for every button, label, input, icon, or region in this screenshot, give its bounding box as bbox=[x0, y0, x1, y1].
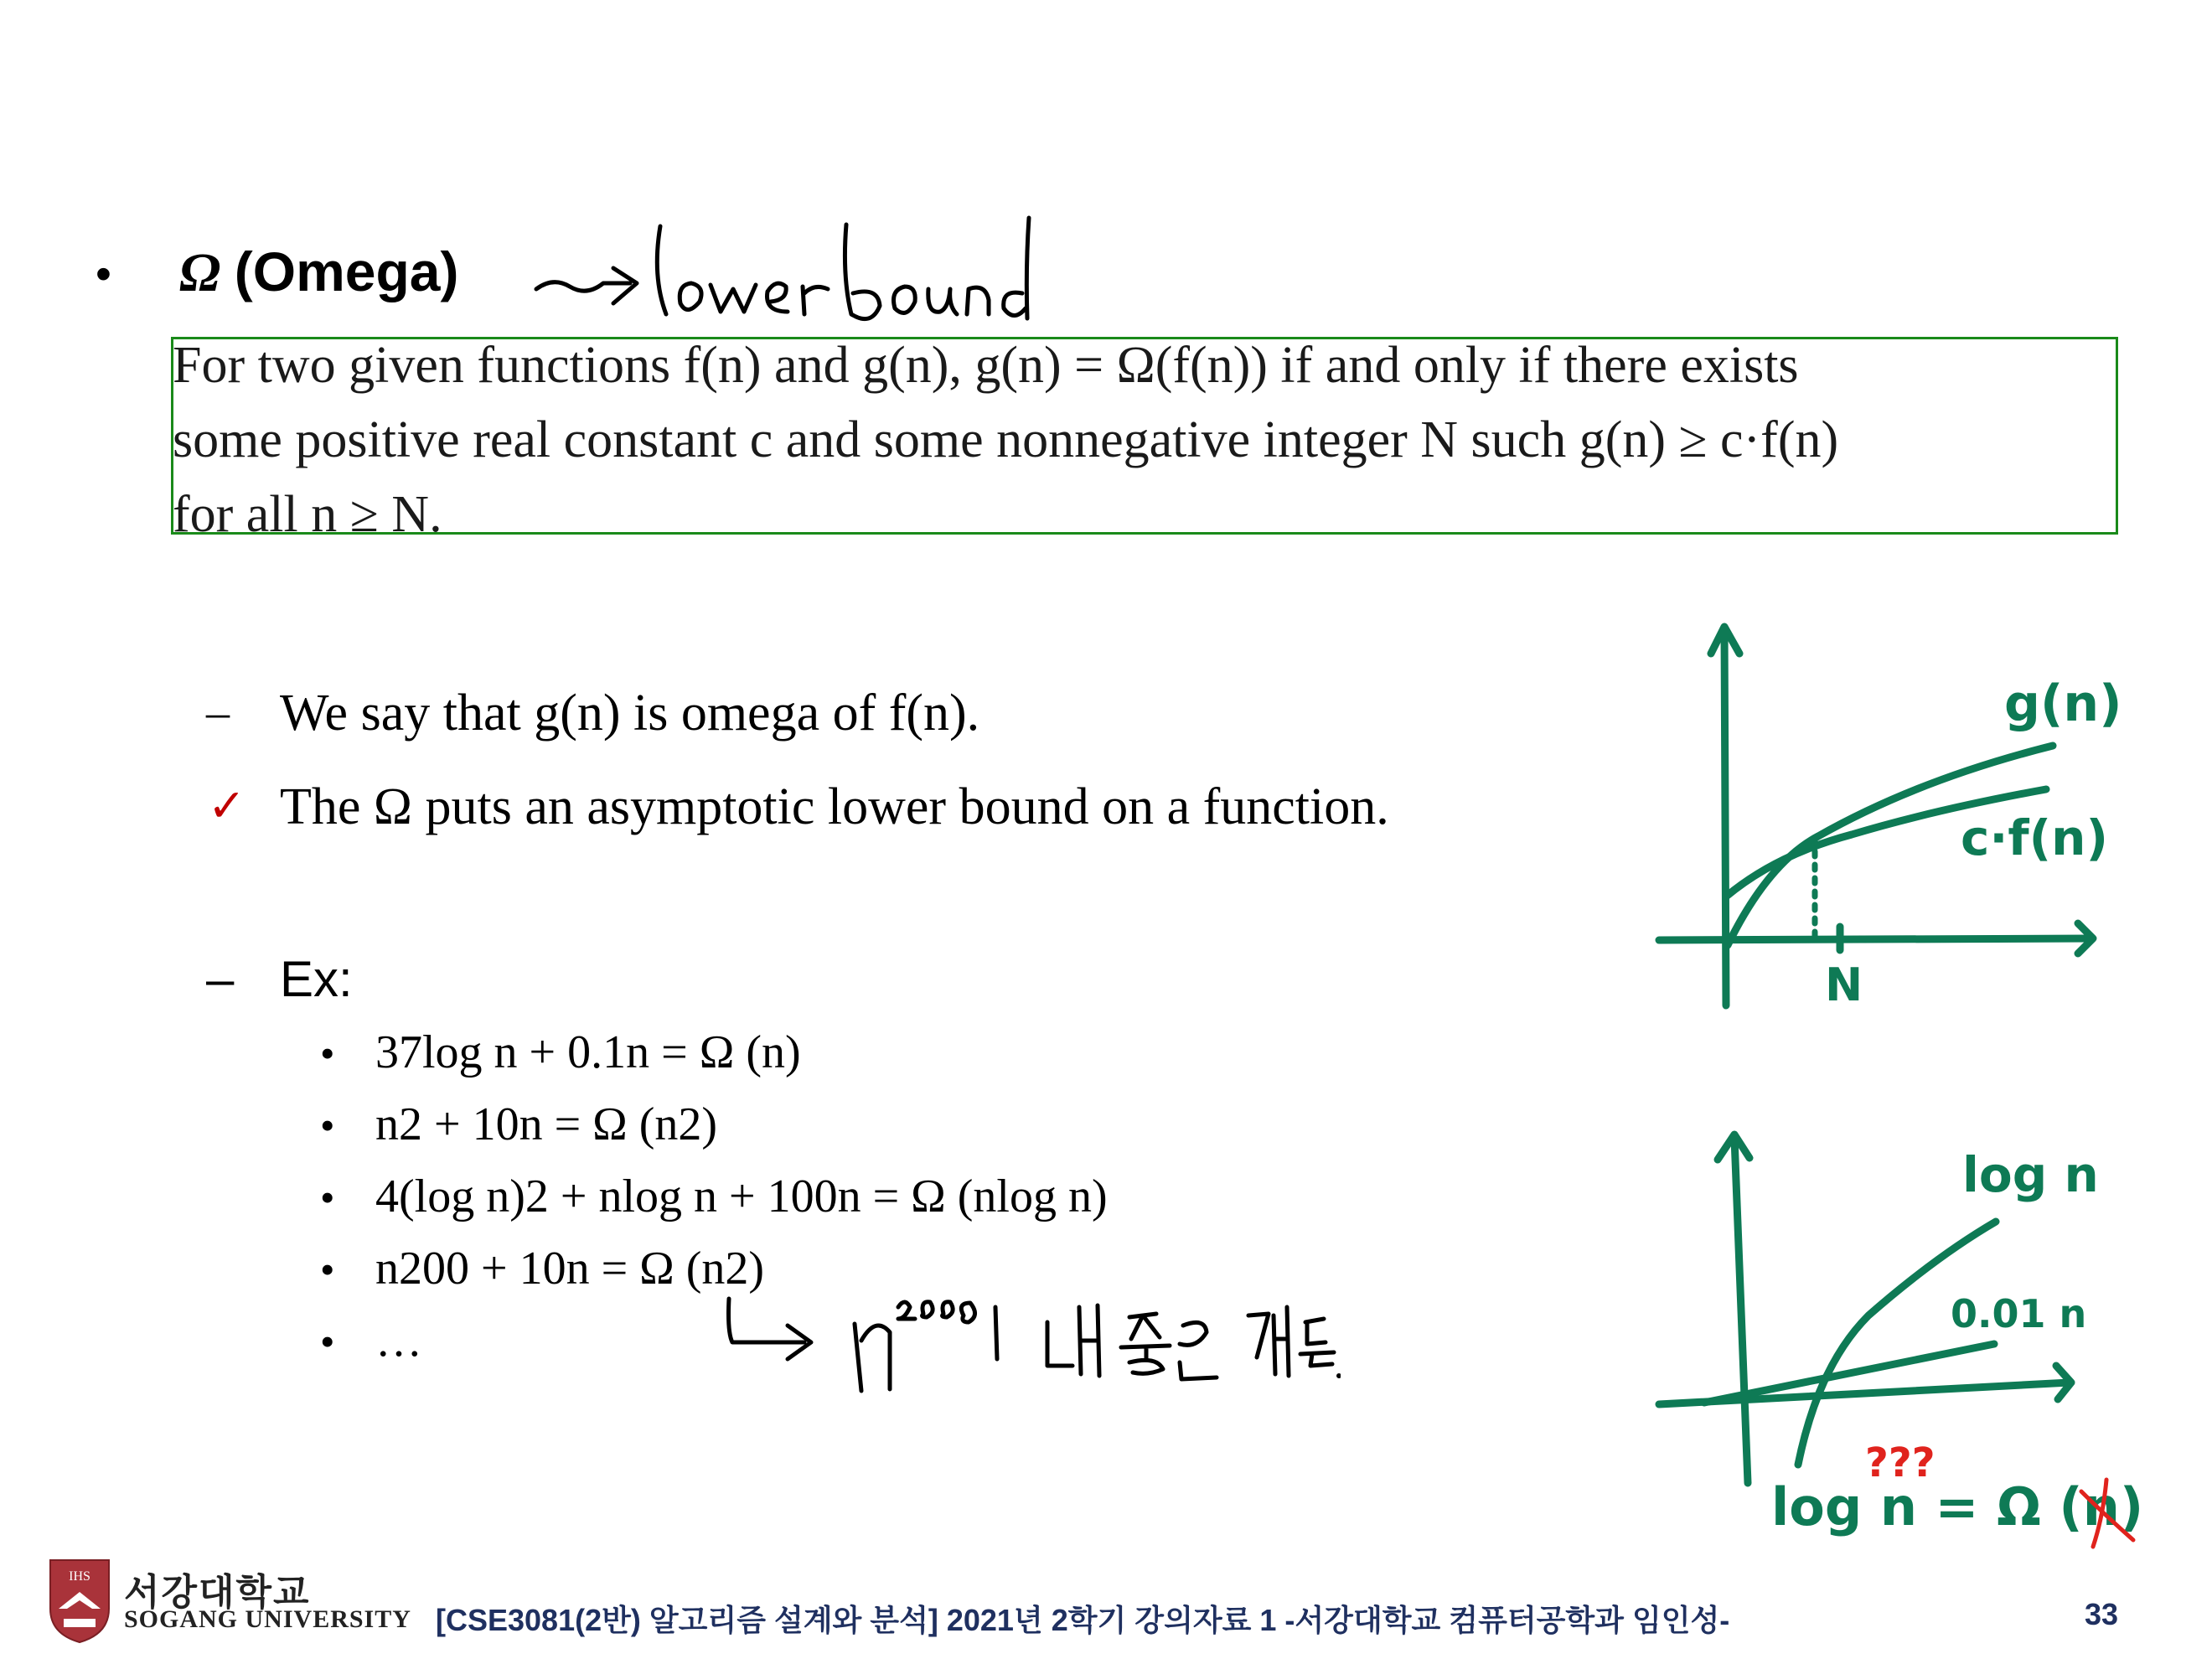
n200-note-annotation bbox=[704, 1282, 1341, 1399]
logo-english: SOGANG UNIVERSITY bbox=[124, 1605, 411, 1633]
heading-label: (Omega) bbox=[234, 240, 459, 302]
x-axis bbox=[1659, 938, 2091, 940]
page-number: 33 bbox=[2085, 1597, 2119, 1631]
definition-line-2: some positive real constant c and some nonnegative integer N such g(n) ≥ c·f(n) bbox=[173, 411, 1839, 468]
log-curve bbox=[1798, 1222, 1996, 1465]
definition-line-3: for all n ≥ N. bbox=[173, 486, 442, 543]
g-label: g(n) bbox=[2004, 674, 2122, 733]
y-axis bbox=[1724, 628, 1726, 1005]
ex-label: Ex: bbox=[280, 951, 353, 1007]
y-axis bbox=[1734, 1138, 1748, 1483]
definition-line-1: For two given functions f(n) and g(n), g(n) = Ω(f(n)) if and only if there exists bbox=[173, 337, 1799, 394]
example-bullet: • bbox=[320, 1174, 335, 1221]
example-2: n2 + 10n = Ω (n2) bbox=[375, 1098, 718, 1150]
example-bullet: • bbox=[320, 1030, 335, 1077]
heading-bullet: • bbox=[96, 249, 111, 299]
footer-course: [CSE3081(2반) 알고리즘 설계와 분석] 2021년 2학기 강의자료 1 -서강대학교 컴퓨터공학과 임인성- bbox=[436, 1603, 1730, 1637]
example-bullet: • bbox=[320, 1102, 335, 1149]
linear-label: 0.01 n bbox=[1951, 1291, 2087, 1336]
dash-2: – bbox=[206, 951, 235, 1007]
n-label: N bbox=[1825, 959, 1863, 1011]
question-marks: ??? bbox=[1865, 1439, 1936, 1486]
example-1: 37log n + 0.1n = Ω (n) bbox=[375, 1026, 801, 1078]
omega-of-sentence: We say that g(n) is omega of f(n). bbox=[280, 685, 980, 742]
check-icon: ✓ bbox=[208, 781, 246, 831]
example-3: 4(log n)2 + nlog n + 100n = Ω (nlog n) bbox=[375, 1171, 1108, 1222]
logo-korean: 서강대학교 bbox=[124, 1572, 311, 1613]
graph-omega-definition bbox=[1634, 612, 2137, 1022]
graph-log-vs-linear bbox=[1634, 1114, 2187, 1584]
cf-label: c·f(n) bbox=[1961, 809, 2108, 866]
log-omega-equation: log n = Ω (n) bbox=[1771, 1476, 2144, 1538]
university-seal-icon bbox=[47, 1557, 112, 1644]
lower-bound-annotation bbox=[519, 209, 1056, 335]
log-label: log n bbox=[1962, 1146, 2099, 1203]
omega-symbol: Ω bbox=[179, 242, 221, 303]
heading bbox=[179, 240, 458, 305]
example-bullet: • bbox=[320, 1246, 335, 1293]
example-4: n200 + 10n = Ω (n2) bbox=[375, 1243, 765, 1295]
example-5: … bbox=[375, 1315, 422, 1367]
seal-text: IHS bbox=[69, 1569, 90, 1584]
definition-text bbox=[173, 328, 2125, 552]
lower-bound-sentence: The Ω puts an asymptotic lower bound on a function. bbox=[280, 778, 1389, 835]
example-bullet: • bbox=[320, 1318, 335, 1365]
dash-1: – bbox=[206, 686, 230, 738]
